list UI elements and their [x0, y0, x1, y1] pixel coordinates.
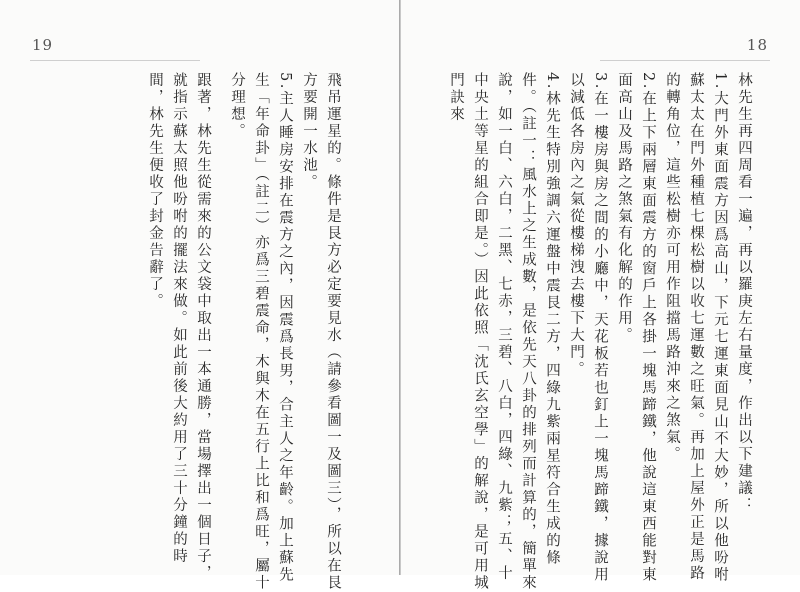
page-number: 19: [32, 36, 54, 54]
paragraph: 2.在上下兩層東面震方的窗戶上各掛一塊馬蹄鐵，他說這東西能對東面高山及馬路之煞氣有化解的作用。: [616, 72, 656, 584]
paragraph: 3.在一樓房與房之間的小廳中，天花板若也釘上一塊馬蹄鐵，據說用以減低各房內之氣從樓梯洩去樓下大門。: [568, 72, 608, 584]
right-page: [401, 0, 800, 592]
paragraph: 林先生再四周看一遍，再以羅庚左右量度，作出以下建議：: [736, 72, 752, 514]
header-rule: [30, 60, 200, 61]
paragraph: 飛吊運星的。條件是艮方必定要見水（請參看圖一及圖三），所以在艮方要開一水池。: [301, 72, 341, 592]
page-number: 18: [746, 36, 768, 54]
header-rule: [600, 60, 770, 61]
paragraph: 5.主人睡房安排在震方之內，因震爲長男，合主人之年齡。加上蘇先生「年命卦」（註二）亦爲三碧震命，木與木在五行上比和爲旺，屬十分理想。: [229, 72, 293, 592]
vertical-text-block: [444, 72, 756, 592]
paragraph: 4.林先生特別強調六運盤中震艮二方，四綠九紫兩星符合生成的條件。（註一：風水上之生成數，是依先天八卦的排列而計算的，簡單來說，如一白、六白，二黑、七赤，三碧、八白，四綠、九紫；五、十中央土等星的組合即是。）因此依照「沈氏玄空學」的解說，是可用城門訣來: [448, 72, 560, 592]
paragraph: 跟著，林先生從需來的公文袋中取出一本通勝，當場擇出一個日子，就指示蘇太照他吩咐的擺法來做。如此前後大約用了三十分鐘的時間，林先生便收了封金告辭了。: [147, 72, 211, 582]
left-page: [0, 0, 399, 592]
vertical-text-block: [133, 72, 345, 592]
paragraph: 1.大門外東面震方因爲高山，下元七運東面見山不大妙，所以他吩咐蘇太太在門外種植七棵松樹以收七運數之旺氣。再加上屋外正是馬路的轉角位，這些松樹亦可用作阻擋馬路沖來之煞氣。: [664, 72, 728, 584]
